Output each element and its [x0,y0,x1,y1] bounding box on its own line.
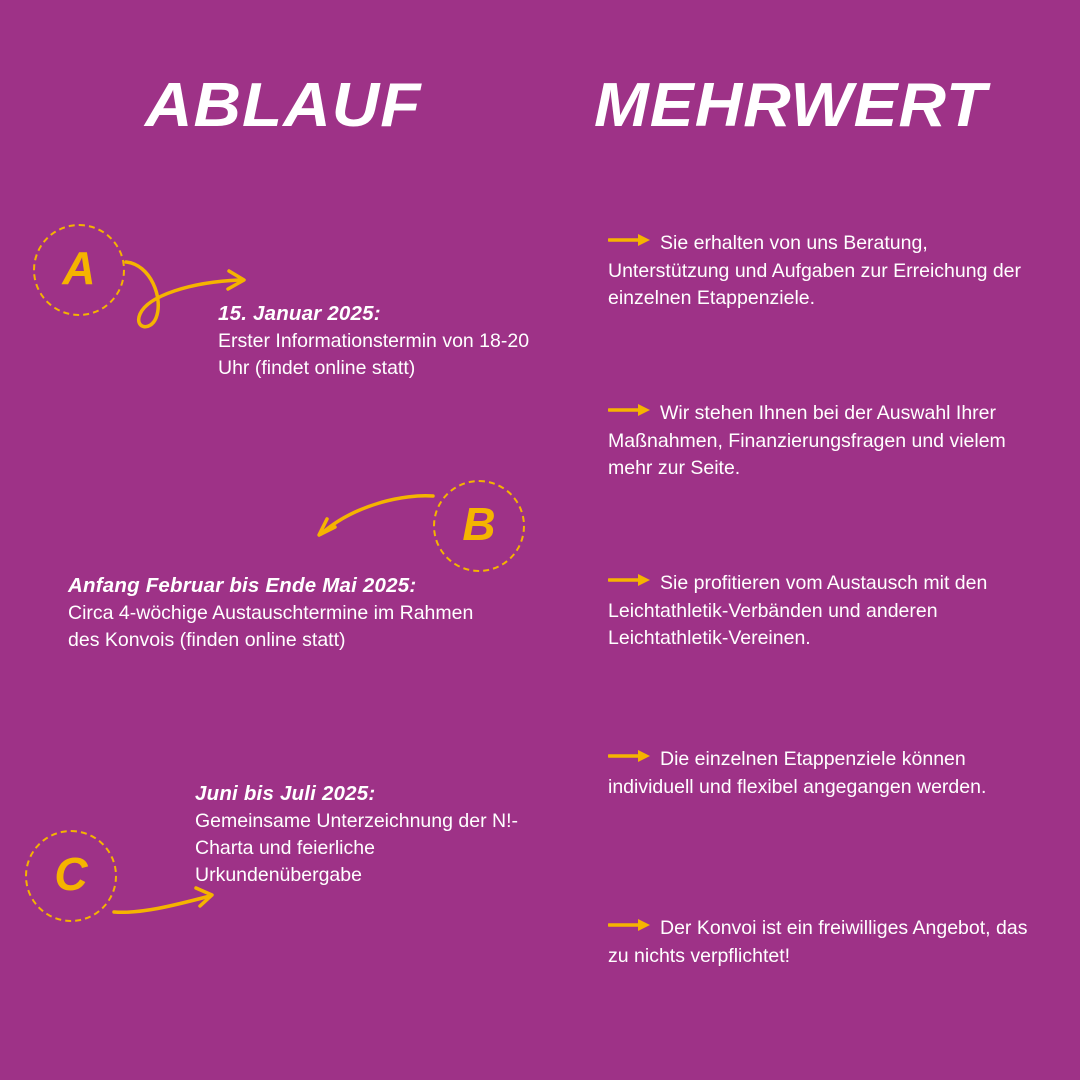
step-letter-a: A [62,242,96,294]
arrow-right-icon [608,913,652,941]
step-badge-b [433,480,525,572]
step-badge-c [25,830,117,922]
benefit-item-2 [608,400,1038,483]
curved-arrow-b-icon [305,492,445,562]
step-title-b: Anfang Februar bis Ende Mai 2025: [68,574,417,597]
benefit-text-2: Wir stehen Ihnen bei der Auswahl Ihrer Maßnahmen, Finanzierungsfragen und vielem mehr zur Seite. [608,402,1006,480]
step-letter-c: C [54,848,88,900]
step-body-b: Circa 4-wöchige Austauschtermine im Rahmen des Konvois (finden online statt) [68,602,474,651]
step-text-a [218,302,548,382]
step-body-a: Erster Informationstermin von 18-20 Uhr (findet online statt) [218,330,530,379]
step-text-b [68,574,498,654]
step-text-c [195,782,525,889]
arrow-right-icon [608,398,652,426]
arrow-right-icon [608,228,652,256]
step-title-c: Juni bis Juli 2025: [195,782,376,805]
page-title-mehrwert: MEHRWERT [594,71,988,140]
step-badge-a [33,224,125,316]
benefit-text-5: Der Konvoi ist ein freiwilliges Angebot, das zu nichts verpflichtet! [608,917,1028,967]
benefit-text-4: Die einzelnen Etappenziele können individuell und flexibel angegangen werden. [608,748,987,798]
step-letter-b: B [462,498,496,550]
benefit-item-1 [608,230,1038,313]
step-title-a: 15. Januar 2025: [218,302,381,325]
arrow-right-icon [608,744,652,772]
benefit-item-4 [608,746,1038,801]
benefit-text-1: Sie erhalten von uns Beratung, Unterstützung und Aufgaben zur Erreichung der einzelnen Etappenziele. [608,232,1022,310]
benefit-text-3: Sie profitieren vom Austausch mit den Leichtathletik-Verbänden und anderen Leichtathletik-Vereinen. [608,572,988,650]
benefit-item-5 [608,915,1038,970]
step-body-c: Gemeinsame Unterzeichnung der N!-Charta und feierliche Urkundenübergabe [195,810,518,886]
benefit-item-3 [608,570,1038,653]
arrow-right-icon [608,568,652,596]
page-title-ablauf: ABLAUF [145,71,422,140]
